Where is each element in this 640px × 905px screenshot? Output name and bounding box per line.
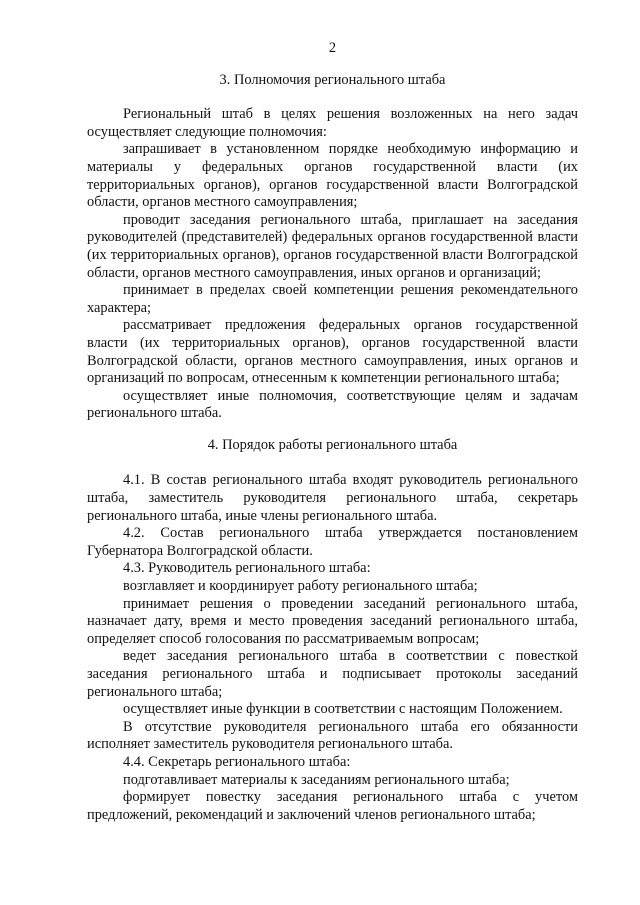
section-4-paragraph-prepares: подготавливает материалы к заседаниям регионального штаба; bbox=[123, 771, 510, 788]
section-4-paragraph-conducts: ведет заседания регионального штаба в соответствии с повесткой заседания регионального штаба и подписывает протоколы заседаний регионального штаба; bbox=[87, 648, 578, 700]
section-4-heading: 4. Порядок работы регионального штаба bbox=[207, 436, 458, 453]
section-3-paragraph-decisions: принимает в пределах своей компетенции решения рекомендательного характера; bbox=[87, 282, 578, 316]
document-page bbox=[87, 40, 578, 824]
page-number: 2 bbox=[328, 40, 337, 56]
section-4-paragraph-leads: возглавляет и координирует работу регионального штаба; bbox=[123, 578, 478, 595]
section-3-paragraph-request-info: запрашивает в установленном порядке необходимую информацию и материалы у федеральных органов государственной власти (их территориальных органов), органов государственной власти Волгоградской области, органов местного самоуправления; bbox=[87, 141, 578, 211]
section-3-paragraph-proposals: рассматривает предложения федеральных органов государственной власти (их территориальных органов), органов государственной власти Волгоградской области, органов местного самоуправления, иных органов и организаций по вопросам, отнесенным к компетенции регионального штаба; bbox=[87, 317, 578, 387]
section-3-heading: 3. Полномочия регионального штаба bbox=[219, 71, 446, 88]
section-3-paragraph-other-powers: осуществляет иные полномочия, соответствующие целям и задачам регионального штаба. bbox=[87, 387, 578, 422]
section-4-paragraph-agenda: формирует повестку заседания регионального штаба с учетом предложений, рекомендаций и заключений членов регионального штаба; bbox=[87, 789, 578, 823]
section-3-paragraph-meetings: проводит заседания регионального штаба, приглашает на заседания руководителей (представителей) федеральных органов государственной власти (их территориальных органов), органов государственной власти Волгоградской области, органов местного самоуправления, иных органов и организаций; bbox=[87, 211, 578, 281]
section-4-paragraph-4-2: 4.2. Состав регионального штаба утверждается постановлением Губернатора Волгоградской области. bbox=[87, 525, 578, 559]
section-4-paragraph-absence: В отсутствие руководителя регионального штаба его обязанности исполняет заместитель руководителя регионального штаба. bbox=[87, 718, 578, 753]
section-4-paragraph-4-3: 4.3. Руководитель регионального штаба: bbox=[123, 560, 371, 577]
section-4-paragraph-4-1: 4.1. В состав регионального штаба входят руководитель регионального штаба, заместитель руководителя регионального штаба, секретарь регионального штаба, иные члены регионального штаба. bbox=[87, 472, 578, 524]
section-4-paragraph-schedules: принимает решения о проведении заседаний регионального штаба, назначает дату, время и место проведения заседаний регионального штаба, определяет способ голосования по рассматриваемым вопросам; bbox=[87, 595, 578, 647]
section-4-paragraph-4-4: 4.4. Секретарь регионального штаба: bbox=[123, 753, 351, 770]
section-4-paragraph-other-functions: осуществляет иные функции в соответствии с настоящим Положением. bbox=[123, 701, 563, 718]
section-3-paragraph-intro: Региональный штаб в целях решения возложенных на него задач осуществляет следующие полномочия: bbox=[87, 106, 578, 140]
